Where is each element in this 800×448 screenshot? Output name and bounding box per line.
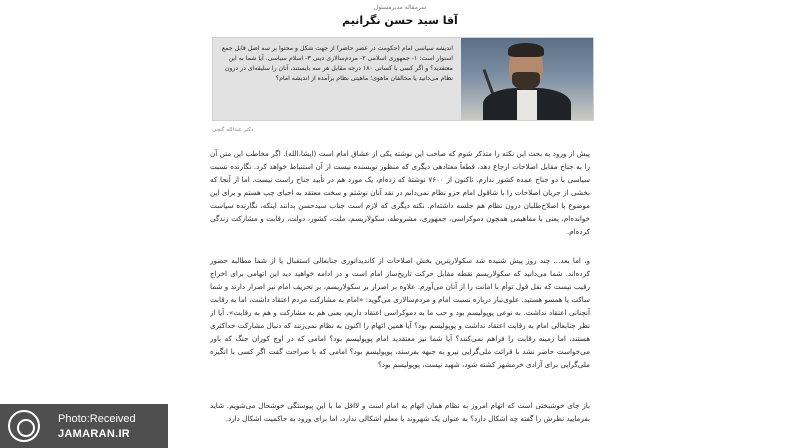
article-paragraph-3: باز جای خوشبختی است که اتهام امروز به نظام همان اتهام به امام است و لااقل ما با این پیوستگی خوشحال می‌شویم. شاید بفرمایید نظرش را گفته چه اشکال دارد؟ به عنوان یک شهروند یا معلم اشکالی ندارد، اما برای ورود به حاکمیت اشکال دارد. xyxy=(210,401,590,423)
photo-beard xyxy=(512,72,540,90)
article-paragraph-1: پیش از ورود به بحث این نکته را متذکر شوم که صاحب این نوشته یکی از عشاق امام است (ایشا،الله). اگر مخاطب این متن آن را به جناح مقابل اصلاحات ارجاع دهد، قطعاً معتادهی دیگری که منظور نویسنده نیست از آن استنباط خواهد کرد. نگارنده نسبت سیاسی با دو جناح عمده کشور ندارم. تاکنون از ۷۶۰۰ نوشتهٔ که زده‌ام، یک مورد هم در تأیید جناح راست نیست. اما از آنجا که بخشی از جریان اصلاحات را با شاقول امام جزو نظام نمی‌دانم در نقد آنان نوشتم و سخت معتقد به احیای چپ هستم و برای این موضوع با اصلاح‌طلبان درون نظام هم جلسه داشته‌ام. نکته دیگری که لازم است جناب سیدحسن بدانند اینکه، نگارنده سیاست خوانده‌ام، یعنی با مفاهیمی همچون دموکراسی، جمهوری، مشروطه، سکولاریسم، ملت، کشور، دولت، رقابت و مشارکت زندگی کرده‌ام. xyxy=(210,149,591,236)
photo-hair xyxy=(508,43,544,57)
article-headline: آقا سید حسن نگرانیم xyxy=(342,14,458,27)
photo-shirt xyxy=(517,90,537,120)
lead-box xyxy=(212,37,594,121)
jamaran-logo-inner xyxy=(17,419,35,437)
jamaran-logo-icon xyxy=(8,410,40,442)
watermark-photo-credit: Photo:Received xyxy=(58,413,136,425)
article-kicker: سرمقاله مدیرمسئول xyxy=(373,4,427,11)
photo-caption: دکتر عبدالله گنجی xyxy=(212,127,254,133)
watermark-site-name: JAMARAN.IR xyxy=(58,428,131,440)
article-paragraph-2: و، اما بعد... چند روز پیش شنیده شد سکولاریترین بخش اصلاحات از کاندیداتوری جنابعالی استقبال یا از شما مطالبه حضور کرده‌اند. شما می‌دانید که سکولاریسم نقطه مقابل حرکت تاریخ‌ساز امام است و در ادامه خواهید دید این اتهامی برای اخراج رقیب نیست که نقل قول توأم با امانت را از آنان می‌آورم. علاوه بر اصرار بر سکولاریسم، بر تحریف امام نیز اصرار دارند و شما ساکت یا همسو هستید. علوی‌تبار درباره نسبت امام و مردم‌سالاری می‌گوید: «امام به مشارکت مردم اعتقاد داشت، اما به رقابت آنچنانی اعتقاد نداشت. به نوعی پوپولیسم بود و حب ما به دموکراسی اعتقاد داریم، یعنی هم به مشارکت و هم به رقابت». آیا از نظر جنابعالی امام به رقابت اعتقاد نداشت و پوپولیسم بود؟ آیا همین اتهام را اکنون به نظام نمی‌زنند که دنبال مشارکت حداکثری هستند، اما زمینه رقابت را فراهم نمی‌کنند؟ آیا شما نیز معتقدید امام پوپولیسم بود؟ امامی که در اوج کوران جنگ که باور می‌خواست حاضر نشد با قرائت ملی‌گرایی نیرو به جبهه بفرستد، پوپولیسم بود؟ امامی که با صراحت گفت اگر کسی با انگیزه ملی‌گرایی برای آزادی خرمشهر کشته شود، شهید نیست، پوپولیسم بود؟ xyxy=(210,256,590,369)
lead-text: اندیشه سیاسی امام (حکومت در عصر حاضر) از جهت شکل و محتوا بر سه اصل قابل جمع استوار است: ۱- جمهوری اسلامی ۲- مردم‌سالاری دینی ۳- اسلام سیاسی. آیا شما به این معتقدید؟ و اگر کسی با کسانی ۱۸۰ درجه مقابل هر سه بایستند، آنان را سلیقه‌ای در درون نظام می‌دانید یا مخالفان ماهوی؛ ماهیتی نظام برآمده از اندیشه امام؟ xyxy=(221,45,453,82)
author-photo xyxy=(461,38,593,120)
photo-credit-watermark xyxy=(0,404,168,448)
